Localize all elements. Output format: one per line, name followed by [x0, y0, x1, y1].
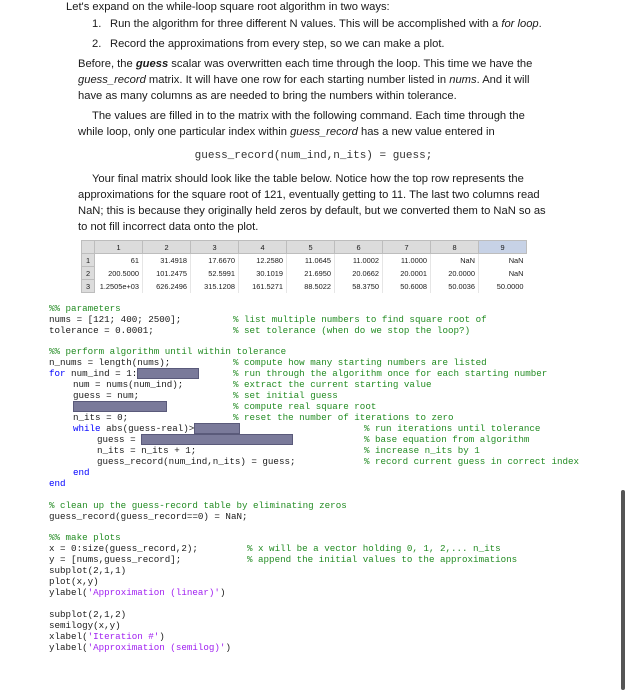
code-comment: % run through the algorithm once for each starting number [233, 368, 548, 379]
code-comment: % record current guess in correct index [364, 456, 580, 467]
column-header: 6 [335, 241, 383, 254]
paragraph-line: have as many columns as are needed to bring the numbers within tolerance. [78, 90, 457, 102]
column-header: 2 [143, 241, 191, 254]
table-row [82, 280, 527, 293]
code-line: guess = [97, 434, 293, 446]
matrix-cell: 161.5271 [239, 280, 287, 293]
paragraph-line: NaN; this is because they originally held zeros by default, but we converted them to NaN so as [78, 205, 546, 217]
matrix-cell: 50.0036 [431, 280, 479, 293]
matrix-cell: 20.0000 [431, 267, 479, 280]
column-header: 9 [479, 241, 527, 254]
matrix-cell: 88.5022 [287, 280, 335, 293]
code-comment: % set initial guess [233, 390, 338, 401]
matrix-cell: 31.4918 [143, 254, 191, 267]
code-comment: % append the initial values to the approximations [247, 554, 518, 565]
paragraph-line: The values are filled in to the matrix with the following command. Each time through the [92, 110, 525, 122]
redacted-box [141, 434, 293, 445]
matrix-cell: 11.0645 [287, 254, 335, 267]
table-row [82, 254, 527, 267]
matrix-cell: 12.2580 [239, 254, 287, 267]
redacted-box [73, 401, 167, 412]
matrix-cell: 20.0662 [335, 267, 383, 280]
code-comment: %% parameters [49, 303, 121, 314]
code-line: x = 0:size(guess_record,2); [49, 543, 198, 554]
code-line: num = nums(num_ind); [73, 379, 184, 390]
matrix-cell: 58.3750 [335, 280, 383, 293]
matrix-cell: 200.5000 [95, 267, 143, 280]
code-line: n_its = n_its + 1; [97, 445, 197, 456]
code-comment: % set tolerance (when do we stop the loop?) [233, 325, 471, 336]
code-line [73, 401, 167, 413]
column-header: 4 [239, 241, 287, 254]
code-keyword: end [73, 467, 90, 478]
code-comment: % extract the current starting value [233, 379, 432, 390]
matrix-cell: NaN [431, 254, 479, 267]
code-comment: % increase n_its by 1 [364, 445, 480, 456]
code-line: while abs(guess-real)> [73, 423, 240, 435]
matrix-header-row [82, 241, 527, 254]
command-line: guess_record(num_ind,n_its) = guess; [194, 150, 433, 162]
column-header: 3 [191, 241, 239, 254]
column-header: 1 [95, 241, 143, 254]
paragraph-line: while loop, only one particular index within guess_record has a new value entered in [78, 126, 495, 138]
redacted-box [137, 368, 199, 379]
matrix-corner [82, 241, 95, 254]
guess-record-matrix [81, 240, 527, 293]
intro-line: Let's expand on the while-loop square root algorithm in two ways: [66, 1, 390, 13]
code-line: ylabel('Approximation (linear)') [49, 587, 226, 598]
list-item: 1. Run the algorithm for three different N values. This will be accomplished with a for loop. [92, 18, 542, 30]
code-line: guess_record(guess_record==0) = NaN; [49, 511, 248, 522]
code-comment: % compute how many starting numbers are listed [233, 357, 487, 368]
code-line: for num_ind = 1: [49, 368, 199, 380]
code-line: nums = [121; 400; 2500]; [49, 314, 182, 325]
matrix-cell: 30.1019 [239, 267, 287, 280]
code-comment: %% perform algorithm until within tolerance [49, 346, 287, 357]
code-line: y = [nums,guess_record]; [49, 554, 182, 565]
code-comment: % base equation from algorithm [364, 434, 530, 445]
code-line: guess = num; [73, 390, 140, 401]
matrix-cell: 21.6950 [287, 267, 335, 280]
code-comment: % list multiple numbers to find square root of [233, 314, 487, 325]
list-item: 2. Record the approximations from every step, so we can make a plot. [92, 38, 445, 50]
matrix-cell: 61 [95, 254, 143, 267]
code-line: n_nums = length(nums); [49, 357, 171, 368]
code-line: semilogy(x,y) [49, 620, 121, 631]
matrix-cell: 50.6008 [383, 280, 431, 293]
matrix-cell: 50.0000 [479, 280, 527, 293]
paragraph-line: guess_record matrix. It will have one row for each starting number listed in nums. And it will [78, 74, 530, 86]
matrix-cell: NaN [479, 254, 527, 267]
code-keyword: end [49, 478, 66, 489]
table-row [82, 267, 527, 280]
column-header: 5 [287, 241, 335, 254]
matrix-cell: 20.0001 [383, 267, 431, 280]
column-header: 8 [431, 241, 479, 254]
matrix-cell: 52.5991 [191, 267, 239, 280]
code-comment: % compute real square root [233, 401, 377, 412]
matrix-cell: 626.2496 [143, 280, 191, 293]
paragraph-line: Before, the guess scalar was overwritten each time through the loop. This time we have the [78, 58, 533, 70]
code-line: xlabel('Iteration #') [49, 631, 165, 642]
code-line: guess_record(num_ind,n_its) = guess; [97, 456, 296, 467]
row-header: 3 [82, 280, 95, 293]
matrix-cell: 101.2475 [143, 267, 191, 280]
matrix-cell: 315.1208 [191, 280, 239, 293]
matrix-cell: 11.0000 [383, 254, 431, 267]
code-comment: % reset the number of iterations to zero [233, 412, 454, 423]
code-comment: % clean up the guess-record table by eliminating zeros [49, 500, 347, 511]
matrix-cell: 17.6670 [191, 254, 239, 267]
paragraph-line: approximations for the square root of 121, eventually getting to 11. The last two columns read [78, 189, 540, 201]
code-comment: %% make plots [49, 532, 121, 543]
code-line: ylabel('Approximation (semilog)') [49, 642, 231, 653]
code-comment: % run iterations until tolerance [364, 423, 541, 434]
code-line: subplot(2,1,2) [49, 609, 127, 620]
column-header: 7 [383, 241, 431, 254]
paragraph-line: Your final matrix should look like the table below. Notice how the top row represents the [92, 173, 524, 185]
matrix-cell: 11.0002 [335, 254, 383, 267]
code-line: tolerance = 0.0001; [49, 325, 154, 336]
code-line: plot(x,y) [49, 576, 99, 587]
matrix-cell: NaN [479, 267, 527, 280]
paragraph-line: to not fill incorrect data onto the plot. [78, 221, 259, 233]
redacted-box [194, 423, 240, 434]
row-header: 2 [82, 267, 95, 280]
scrollbar[interactable] [621, 490, 625, 690]
row-header: 1 [82, 254, 95, 267]
matrix-cell: 1.2505e+03 [95, 280, 143, 293]
code-line: subplot(2,1,1) [49, 565, 127, 576]
code-comment: % x will be a vector holding 0, 1, 2,... n_its [247, 543, 501, 554]
code-line: n_its = 0; [73, 412, 129, 423]
